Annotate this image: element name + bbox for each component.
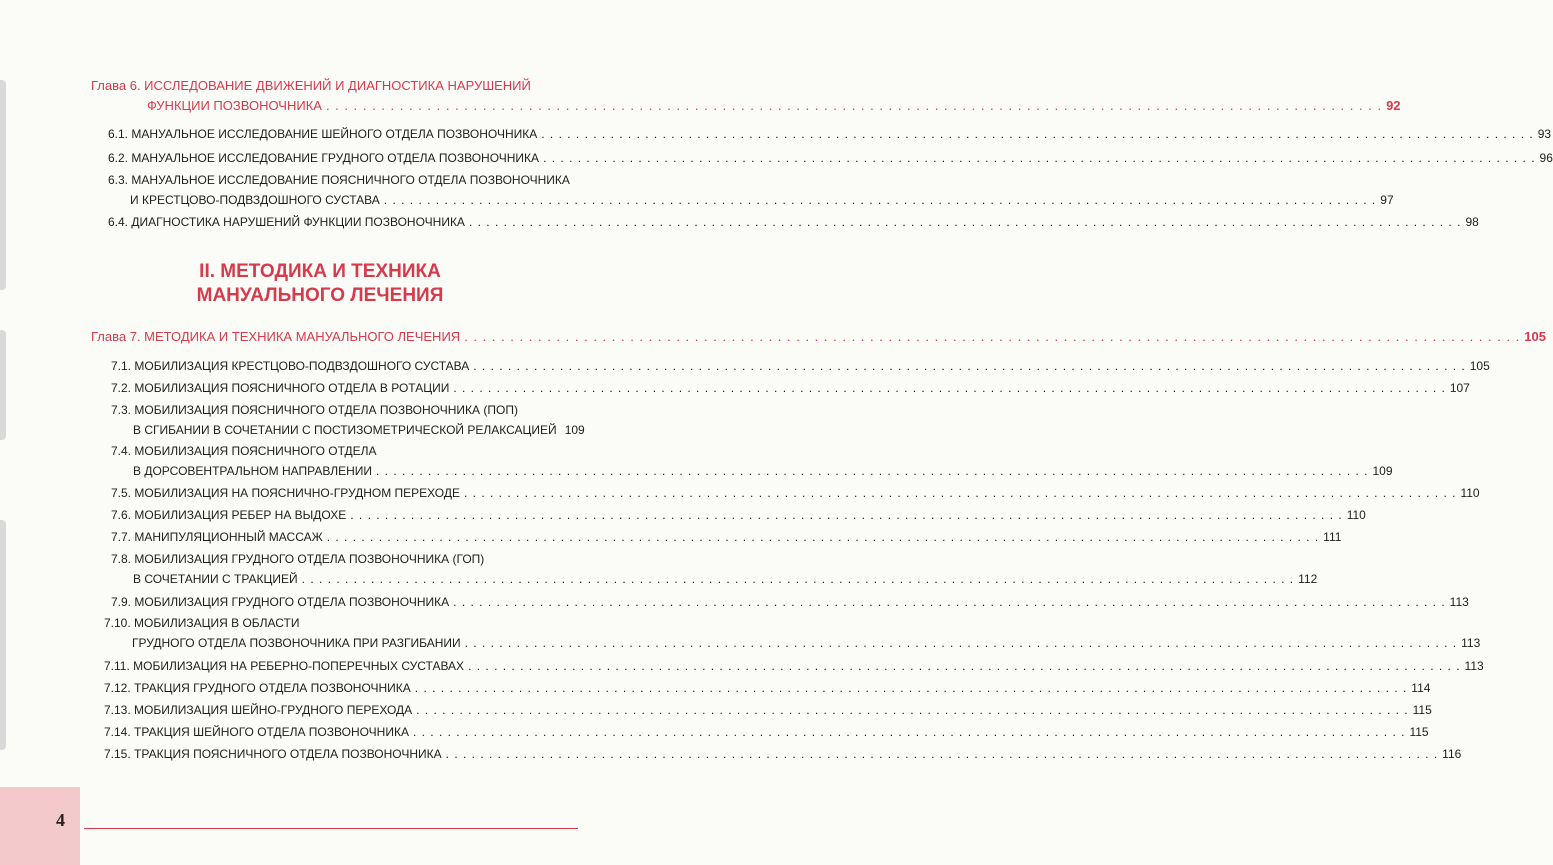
toc-entry-7-10[interactable]: 7.10. МОБИЛИЗАЦИЯ В ОБЛАСТИ ГРУДНОГО ОТДЕЛА ПОЗВОНОЧНИКА ПРИ РАЗГИБАНИИ . . . 113 xyxy=(104,613,577,653)
page-number: 105 xyxy=(1524,329,1546,344)
toc-entry-7-6[interactable]: 7.6. МОБИЛИЗАЦИЯ РЕБЕР НА ВЫДОХЕ . . . 110 xyxy=(111,505,577,525)
toc-entry-7-12[interactable]: 7.12. ТРАКЦИЯ ГРУДНОГО ОТДЕЛА ПОЗВОНОЧНИКА . . . 114 xyxy=(104,678,577,698)
toc-entry-6-1[interactable]: 6.1. МАНУАЛЬНОЕ ИССЛЕДОВАНИЕ ШЕЙНОГО ОТДЕЛА ПОЗВОНОЧНИКА . . . 93 xyxy=(108,124,575,144)
toc-entry-7-5[interactable]: 7.5. МОБИЛИЗАЦИЯ НА ПОЯСНИЧНО-ГРУДНОМ ПЕРЕХОДЕ . . . 110 xyxy=(111,483,577,503)
side-tab xyxy=(0,80,6,290)
chapter-7-heading[interactable]: Глава 7. МЕТОДИКА И ТЕХНИКА МАНУАЛЬНОГО ЛЕЧЕНИЯ . . . 105 xyxy=(91,327,577,347)
toc-entry-7-3[interactable]: 7.3. МОБИЛИЗАЦИЯ ПОЯСНИЧНОГО ОТДЕЛА ПОЗВОНОЧНИКА (ПОП) В СГИБАНИИ В СОЧЕТАНИИ С ПОСТИЗОМЕТРИЧЕСКОЙ РЕЛАКСАЦИЕЙ 109 xyxy=(111,403,585,437)
toc-entry-7-11[interactable]: 7.11. МОБИЛИЗАЦИЯ НА РЕБЕРНО-ПОПЕРЕЧНЫХ СУСТАВАХ . . . 113 xyxy=(104,656,577,676)
page-number: 4 xyxy=(56,810,65,830)
toc-entry-7-7[interactable]: 7.7. МАНИПУЛЯЦИОННЫЙ МАССАЖ . . . 111 xyxy=(111,527,577,547)
toc-entry-7-2[interactable]: 7.2. МОБИЛИЗАЦИЯ ПОЯСНИЧНОГО ОТДЕЛА В РОТАЦИИ . . . 107 xyxy=(111,378,577,398)
toc-entry-7-8[interactable]: 7.8. МОБИЛИЗАЦИЯ ГРУДНОГО ОТДЕЛА ПОЗВОНОЧНИКА (ГОП) В СОЧЕТАНИИ С ТРАКЦИЕЙ . . . 112 xyxy=(111,549,577,589)
toc-entry-7-4[interactable]: 7.4. МОБИЛИЗАЦИЯ ПОЯСНИЧНОГО ОТДЕЛА В ДОРСОВЕНТРАЛЬНОМ НАПРАВЛЕНИИ . . . 109 xyxy=(111,441,577,481)
toc-entry-6-4[interactable]: 6.4. ДИАГНОСТИКА НАРУШЕНИЙ ФУНКЦИИ ПОЗВОНОЧНИКА . . . 98 xyxy=(108,212,575,232)
side-tab xyxy=(0,520,6,750)
part-title: II. МЕТОДИКА И ТЕХНИКА МАНУАЛЬНОГО ЛЕЧЕНИЯ xyxy=(196,261,444,306)
page-number: 92 xyxy=(1386,98,1401,113)
page-badge xyxy=(0,787,80,865)
toc-entry-7-14[interactable]: 7.14. ТРАКЦИЯ ШЕЙНОГО ОТДЕЛА ПОЗВОНОЧНИКА . . . 115 xyxy=(104,722,577,742)
toc-entry-7-13[interactable]: 7.13. МОБИЛИЗАЦИЯ ШЕЙНО-ГРУДНОГО ПЕРЕХОДА . . . 115 xyxy=(104,700,577,720)
toc-entry-6-3[interactable]: 6.3. МАНУАЛЬНОЕ ИССЛЕДОВАНИЕ ПОЯСНИЧНОГО ОТДЕЛА ПОЗВОНОЧНИКА И КРЕСТЦОВО-ПОДВЗДОШНОГО СУСТАВА . . . 97 xyxy=(108,170,575,210)
toc-entry-6-2[interactable]: 6.2. МАНУАЛЬНОЕ ИССЛЕДОВАНИЕ ГРУДНОГО ОТДЕЛА ПОЗВОНОЧНИКА . . . 96 xyxy=(108,148,575,168)
toc-entry-7-1[interactable]: 7.1. МОБИЛИЗАЦИЯ КРЕСТЦОВО-ПОДВЗДОШНОГО СУСТАВА . . . 105 xyxy=(111,356,577,376)
footer-rule xyxy=(84,828,578,829)
toc-entry-7-15[interactable]: 7.15. ТРАКЦИЯ ПОЯСНИЧНОГО ОТДЕЛА ПОЗВОНОЧНИКА . . . 116 xyxy=(104,744,577,764)
chapter-6-heading[interactable]: Глава 6. ИССЛЕДОВАНИЕ ДВИЖЕНИЙ И ДИАГНОСТИКА НАРУШЕНИЙ ФУНКЦИИ ПОЗВОНОЧНИКА . . . 92 xyxy=(91,76,577,116)
toc-entry-7-9[interactable]: 7.9. МОБИЛИЗАЦИЯ ГРУДНОГО ОТДЕЛА ПОЗВОНОЧНИКА . . . 113 xyxy=(111,592,577,612)
side-tab xyxy=(0,330,6,440)
